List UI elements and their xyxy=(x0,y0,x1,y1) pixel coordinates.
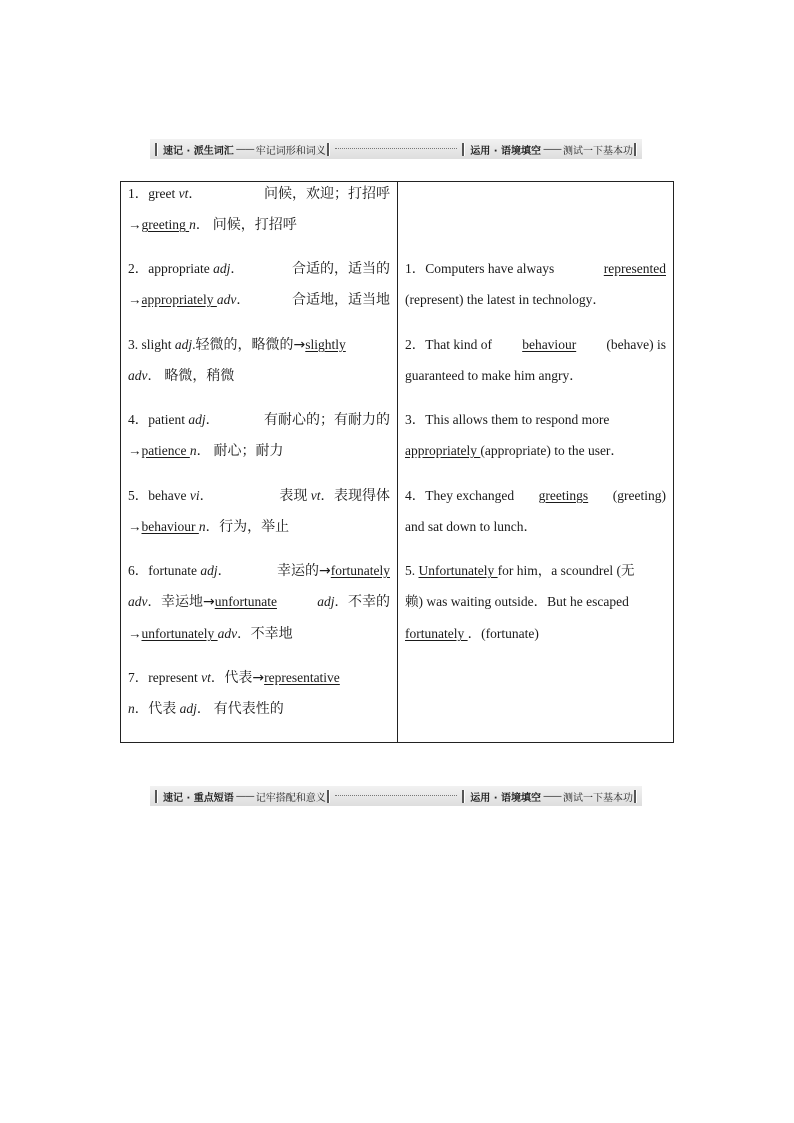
dot: . xyxy=(192,337,196,352)
dot: ． xyxy=(196,443,211,458)
list-item xyxy=(128,179,390,209)
sentence-text: for him，a scoundrel (无 xyxy=(497,563,635,578)
item-number: 5． xyxy=(128,488,149,503)
part-of-speech: adj xyxy=(317,594,335,609)
part-of-speech: vt xyxy=(201,670,211,685)
sentence-text: 4．They exchanged xyxy=(405,488,515,503)
answer: representative xyxy=(264,670,340,685)
sentence-text: 5. xyxy=(405,563,416,578)
list-item xyxy=(405,361,666,391)
word: slight xyxy=(141,337,172,352)
item-number: 4． xyxy=(128,412,149,427)
answer: appropriately xyxy=(141,292,217,307)
banner-bar-icon xyxy=(462,143,465,156)
list-item xyxy=(405,481,666,511)
list-item xyxy=(405,587,666,617)
banner-bar-icon xyxy=(327,790,330,803)
dot: ． xyxy=(237,626,251,641)
list-item xyxy=(128,330,390,360)
dot: ． xyxy=(196,701,211,716)
banner-subtitle-left: 牢记词形和词义 xyxy=(255,145,326,157)
dot: ． xyxy=(217,563,232,578)
dot: ． xyxy=(134,701,149,716)
dot: ． xyxy=(147,594,161,609)
meaning: 代表→ xyxy=(224,670,265,686)
list-item xyxy=(405,556,666,586)
arrow-icon: → xyxy=(128,292,142,307)
sentence-text: (appropriate) to the user． xyxy=(480,443,624,458)
meaning: 不幸地 xyxy=(250,626,293,642)
derivatives-column xyxy=(121,182,398,743)
section-banner-top xyxy=(150,139,642,159)
meaning: 行为，举止 xyxy=(219,519,290,535)
list-item xyxy=(128,285,390,315)
meaning: 有耐心的；有耐力的 xyxy=(264,412,390,428)
list-item xyxy=(405,512,666,542)
arrow-icon: → xyxy=(128,626,142,641)
word: behave xyxy=(148,488,187,503)
list-item xyxy=(405,254,666,284)
part-of-speech: adj xyxy=(174,337,193,352)
list-item xyxy=(128,512,390,542)
answer: appropriately xyxy=(405,443,481,458)
arrow-icon: → xyxy=(128,443,142,458)
sentence-text: 3．This allows them to respond more xyxy=(405,412,610,427)
arrow-icon: → xyxy=(128,519,142,534)
answer: greeting xyxy=(141,217,190,232)
meaning: 合适地，适当地 xyxy=(292,292,390,308)
part-of-speech: adj xyxy=(213,261,231,276)
meaning: 表现 xyxy=(279,488,308,504)
list-item xyxy=(128,694,390,724)
list-item xyxy=(128,436,390,466)
dot: ． xyxy=(210,670,225,685)
part-of-speech: vt xyxy=(178,186,189,201)
part-of-speech: adj xyxy=(179,701,197,716)
list-item xyxy=(128,210,390,240)
answer: greetings xyxy=(538,488,589,503)
dot: ． xyxy=(199,488,214,503)
section-banner-bottom xyxy=(150,786,642,806)
sentence-text: ．(fortunate) xyxy=(467,626,539,641)
meaning: 耐心；耐力 xyxy=(213,443,284,459)
list-item xyxy=(128,556,390,586)
list-item xyxy=(405,405,666,435)
sentence-text: and sat down to lunch． xyxy=(405,519,537,534)
answer: fortunately xyxy=(405,626,468,641)
part-of-speech: adj xyxy=(188,412,206,427)
list-item xyxy=(128,587,390,617)
meaning: 幸运地→ xyxy=(161,594,215,610)
meaning: 略微，稍微 xyxy=(164,368,235,384)
banner-bar-icon xyxy=(634,790,637,803)
part-of-speech: adv xyxy=(217,626,238,641)
banner-subtitle-right: 测试一下基本功 xyxy=(563,145,633,157)
sentence-text: (represent) the latest in technology． xyxy=(405,292,606,307)
meaning: 表现得体 xyxy=(334,488,390,504)
fill-in-column xyxy=(398,182,674,743)
list-item xyxy=(128,481,390,511)
list-item xyxy=(128,405,390,435)
part-of-speech: n xyxy=(189,217,196,232)
answer: Unfortunately xyxy=(418,563,498,578)
answer: behaviour xyxy=(141,519,199,534)
banner-title-left: 速记 · 重点短语 xyxy=(163,792,234,804)
banner-dash-left: —— xyxy=(235,790,254,802)
list-item xyxy=(405,330,666,360)
item-number: 2． xyxy=(128,261,149,276)
list-item xyxy=(128,361,390,391)
list-item xyxy=(405,285,666,315)
meaning: 不幸的 xyxy=(348,594,390,610)
banner-dash-right: —— xyxy=(543,790,561,802)
banner-title-right: 运用 · 语境填空 xyxy=(470,145,541,157)
sentence-text: 2．That kind of xyxy=(405,337,492,352)
meaning: 幸运的→ xyxy=(277,563,331,579)
part-of-speech: adv xyxy=(128,368,148,383)
banner-dash-right: —— xyxy=(543,143,561,155)
sentence-text: 1．Computers have always xyxy=(405,261,555,276)
meaning: 问候，打招呼 xyxy=(212,217,297,233)
banner-right xyxy=(461,789,638,804)
dot: ． xyxy=(236,292,250,307)
sentence-text: guaranteed to make him angry． xyxy=(405,368,583,383)
sentence-text: (behave) is xyxy=(606,337,666,352)
part-of-speech: adv xyxy=(216,292,237,307)
answer: unfortunately xyxy=(141,626,218,641)
part-of-speech: n xyxy=(198,519,206,534)
list-item xyxy=(405,619,666,649)
list-item xyxy=(128,254,390,284)
dot: ． xyxy=(205,519,220,534)
answer: patience xyxy=(141,443,190,458)
item-number: 3. xyxy=(128,337,139,352)
list-item xyxy=(405,436,666,466)
dot: ． xyxy=(205,412,220,427)
meaning: 轻微的，略微的→ xyxy=(195,337,306,353)
banner-subtitle-right: 测试一下基本功 xyxy=(563,792,633,804)
table-row xyxy=(121,182,674,743)
word: patient xyxy=(148,412,185,427)
banner-left xyxy=(154,789,331,804)
banner-bar-icon xyxy=(462,790,465,803)
part-of-speech: n xyxy=(189,443,197,458)
banner-left xyxy=(154,142,331,157)
meaning: 问候，欢迎；打招呼 xyxy=(264,186,390,202)
dot: ． xyxy=(147,368,161,383)
banner-dotted-divider xyxy=(335,795,457,797)
part-of-speech: vt xyxy=(310,488,321,503)
answer: fortunately xyxy=(330,563,390,578)
banner-bar-icon xyxy=(155,790,158,803)
banner-right xyxy=(461,142,638,157)
part-of-speech: n xyxy=(128,701,135,716)
sentence-text: (greeting) xyxy=(612,488,666,503)
word: appropriate xyxy=(148,261,210,276)
answer: behaviour xyxy=(522,337,577,352)
banner-bar-icon xyxy=(155,143,158,156)
part-of-speech: adv xyxy=(128,594,148,609)
item-number: 1． xyxy=(128,186,149,201)
word: fortunate xyxy=(148,563,197,578)
banner-bar-icon xyxy=(634,143,637,156)
banner-dash-left: —— xyxy=(235,143,254,155)
meaning: 代表 xyxy=(148,701,177,717)
dot: ． xyxy=(230,261,244,276)
sentence-text: 赖) was waiting outside．But he escaped xyxy=(405,594,629,609)
meaning: 合适的，适当的 xyxy=(292,261,390,277)
banner-title-right: 运用 · 语境填空 xyxy=(470,792,541,804)
list-item xyxy=(128,663,390,693)
part-of-speech: vi xyxy=(189,488,200,503)
dot: ． xyxy=(188,186,202,201)
meaning: 有代表性的 xyxy=(213,701,284,717)
banner-subtitle-left: 记牢搭配和意义 xyxy=(255,792,326,804)
answer: slightly xyxy=(305,337,346,352)
banner-bar-icon xyxy=(327,143,330,156)
part-of-speech: adj xyxy=(200,563,218,578)
word: greet xyxy=(148,186,176,201)
dot: ． xyxy=(195,217,210,232)
vocabulary-table xyxy=(120,181,674,743)
answer: represented xyxy=(603,261,666,276)
banner-title-left: 速记 · 派生词汇 xyxy=(163,145,234,157)
arrow-icon: → xyxy=(128,217,142,232)
dot: ． xyxy=(334,594,348,609)
answer: unfortunate xyxy=(214,594,277,609)
item-number: 6． xyxy=(128,563,149,578)
dot: ． xyxy=(320,488,334,503)
banner-dotted-divider xyxy=(335,148,457,150)
item-number: 7． xyxy=(128,670,149,685)
list-item xyxy=(128,619,390,649)
word: represent xyxy=(148,670,198,685)
